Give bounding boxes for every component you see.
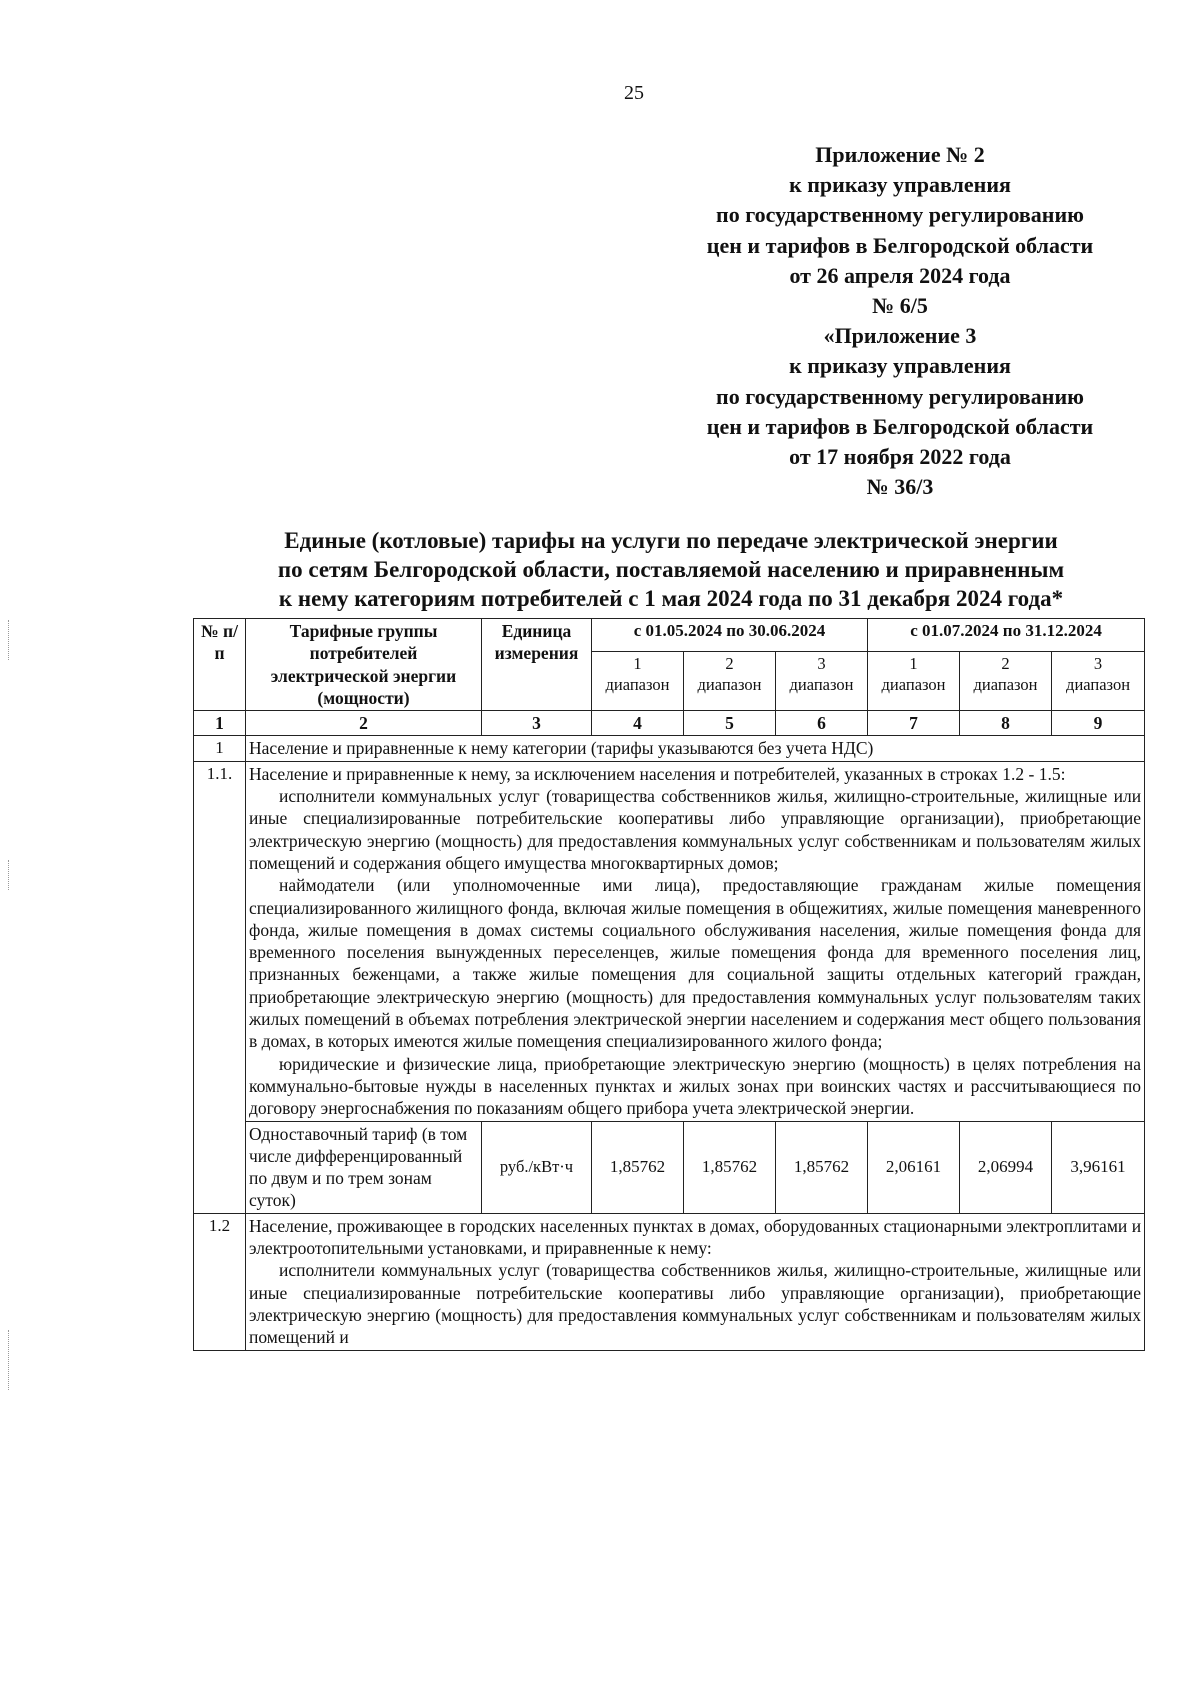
range-header [592, 652, 684, 711]
scan-margin-mark [8, 1330, 11, 1390]
range-word: диапазон [605, 675, 670, 695]
column-number: 7 [868, 711, 960, 736]
range-word: диапазон [881, 675, 946, 695]
row-text: Население и приравненные к нему категории (тарифы указываются без учета НДС) [246, 736, 1145, 761]
appendix-line: по государственному регулированию [716, 202, 1084, 228]
column-number: 8 [960, 711, 1052, 736]
scan-margin-mark [8, 860, 11, 890]
range-word: диапазон [973, 675, 1038, 695]
range-word: диапазон [789, 675, 854, 695]
range-word: диапазон [697, 675, 762, 695]
paragraph: Население и приравненные к нему, за исключением населения и потребителей, указанных в строках 1.2 - 1.5: [249, 763, 1066, 784]
header-period-1: с 01.05.2024 по 30.06.2024 [592, 619, 868, 652]
appendix-line: по государственному регулированию [716, 383, 1084, 409]
appendix-line: от 17 ноября 2022 года [789, 444, 1011, 470]
range-header [684, 652, 776, 711]
paragraph: исполнители коммунальных услуг (товарищества собственников жилья, жилищно-строительные, жилищные или иные специализированные потребительские кооперативы либо управляющие организации), приобретающие электрическую энергию (мощность) для предоставления коммунальных услуг собственникам и пользователям жилых помещений и [249, 1260, 1142, 1348]
header-period-2: с 01.07.2024 по 31.12.2024 [868, 619, 1145, 652]
range-number: 1 [633, 654, 642, 674]
column-number: 2 [246, 711, 482, 736]
paragraph: Население, проживающее в городских населенных пунктах в домах, оборудованных стационарными электроплитами и электроотопительными установками, и приравненные к нему: [249, 1215, 1142, 1259]
header-unit: Единица измерения [482, 619, 592, 711]
tariff-label: Одноставочный тариф (в том числе дифференцированный по двум и по трем зонам суток) [246, 1121, 482, 1213]
tariff-value: 2,06161 [868, 1121, 960, 1213]
paragraph: юридические и физические лица, приобретающие электрическую энергию (мощность) в целях потребления на коммунально-бытовые нужды в населенных пунктах и жилых зонах при воинских частях и рассчитывающиеся по договору энергоснабжения по показаниям общего прибора учета электрической энергии. [249, 1053, 1142, 1119]
paragraph: исполнители коммунальных услуг (товарищества собственников жилья, жилищно-строительные, жилищные или иные специализированные потребительские кооперативы либо управляющие организации), приобретающие электрическую энергию (мощность) для предоставления коммунальных услуг собственникам и пользователям жилых помещений и содержания общего имущества многоквартирных домов; [249, 786, 1142, 873]
range-number: 2 [725, 654, 734, 674]
table-row [194, 736, 1145, 761]
appendix-line: от 26 апреля 2024 года [789, 262, 1011, 288]
tariff-value: 1,85762 [592, 1121, 684, 1213]
header-groups: Тарифные группы потребителей электрической энергии (мощности) [246, 619, 482, 711]
table-header-row [194, 619, 1145, 652]
appendix-line: № 6/5 [872, 293, 928, 319]
column-number: 1 [194, 711, 246, 736]
appendix-line: цен и тарифов в Белгородской области [706, 413, 1094, 439]
document-title [196, 526, 1146, 613]
tariff-value: 1,85762 [776, 1121, 868, 1213]
page-number: 25 [624, 82, 644, 104]
range-number: 3 [1093, 654, 1103, 674]
range-word: диапазон [1066, 675, 1131, 695]
scan-margin-mark [8, 620, 11, 660]
range-header [960, 652, 1052, 711]
title-line: по сетям Белгородской области, поставляемой населению и приравненным [277, 557, 1065, 582]
tariff-unit: руб./кВт·ч [482, 1121, 592, 1213]
tariff-table [193, 618, 1145, 1351]
range-header [868, 652, 960, 711]
row-number: 1.1. [194, 761, 246, 1213]
column-number: 5 [684, 711, 776, 736]
appendix-line: цен и тарифов в Белгородской области [706, 232, 1094, 258]
range-header [1052, 652, 1145, 711]
row-description [246, 1213, 1145, 1350]
appendix-line: к приказу управления [789, 172, 1011, 198]
tariff-value: 1,85762 [684, 1121, 776, 1213]
appendix-line: Приложение № 2 [815, 142, 985, 167]
appendix-line: «Приложение 3 [823, 323, 977, 349]
table-row [194, 1213, 1145, 1350]
title-line: Единые (котловые) тарифы на услуги по передаче электрической энергии [284, 528, 1058, 553]
row-description [246, 761, 1145, 1121]
row-number: 1.2 [194, 1213, 246, 1350]
title-line: к нему категориям потребителей с 1 мая 2024 года по 31 декабря 2024 года* [278, 586, 1064, 611]
tariff-value: 3,96161 [1052, 1121, 1145, 1213]
range-number: 2 [1001, 654, 1010, 674]
appendix-header [620, 140, 1180, 502]
tariff-value-row [194, 1121, 1145, 1213]
column-number-row [194, 711, 1145, 736]
column-number: 3 [482, 711, 592, 736]
range-number: 1 [909, 654, 918, 674]
tariff-value: 2,06994 [960, 1121, 1052, 1213]
row-number: 1 [194, 736, 246, 761]
appendix-line: № 36/3 [866, 474, 934, 500]
column-number: 6 [776, 711, 868, 736]
range-number: 3 [817, 654, 826, 674]
header-num: № п/п [194, 619, 246, 711]
appendix-line: к приказу управления [789, 353, 1011, 379]
table-row [194, 761, 1145, 1121]
column-number: 9 [1052, 711, 1145, 736]
column-number: 4 [592, 711, 684, 736]
paragraph: наймодатели (или уполномоченные ими лица), предоставляющие гражданам жилые помещения специализированного жилищного фонда, включая жилые помещения в общежитиях, жилые помещения маневренного фонда, жилые помещения в домах системы социального обслуживания населения, жилые помещения фонда для временного поселения вынужденных переселенцев, жилые помещения фонда для временного поселения лиц, признанных беженцами, а также жилые помещения для социальной защиты отдельных категорий граждан, приобретающие электрическую энергию (мощность) для предоставления коммунальных услуг пользователям таких жилых помещений в объемах потребления электрической энергии населением и содержания мест общего пользования в домах, в которых имеются жилые помещения специализированного жилого фонда; [249, 875, 1142, 1052]
range-header [776, 652, 868, 711]
